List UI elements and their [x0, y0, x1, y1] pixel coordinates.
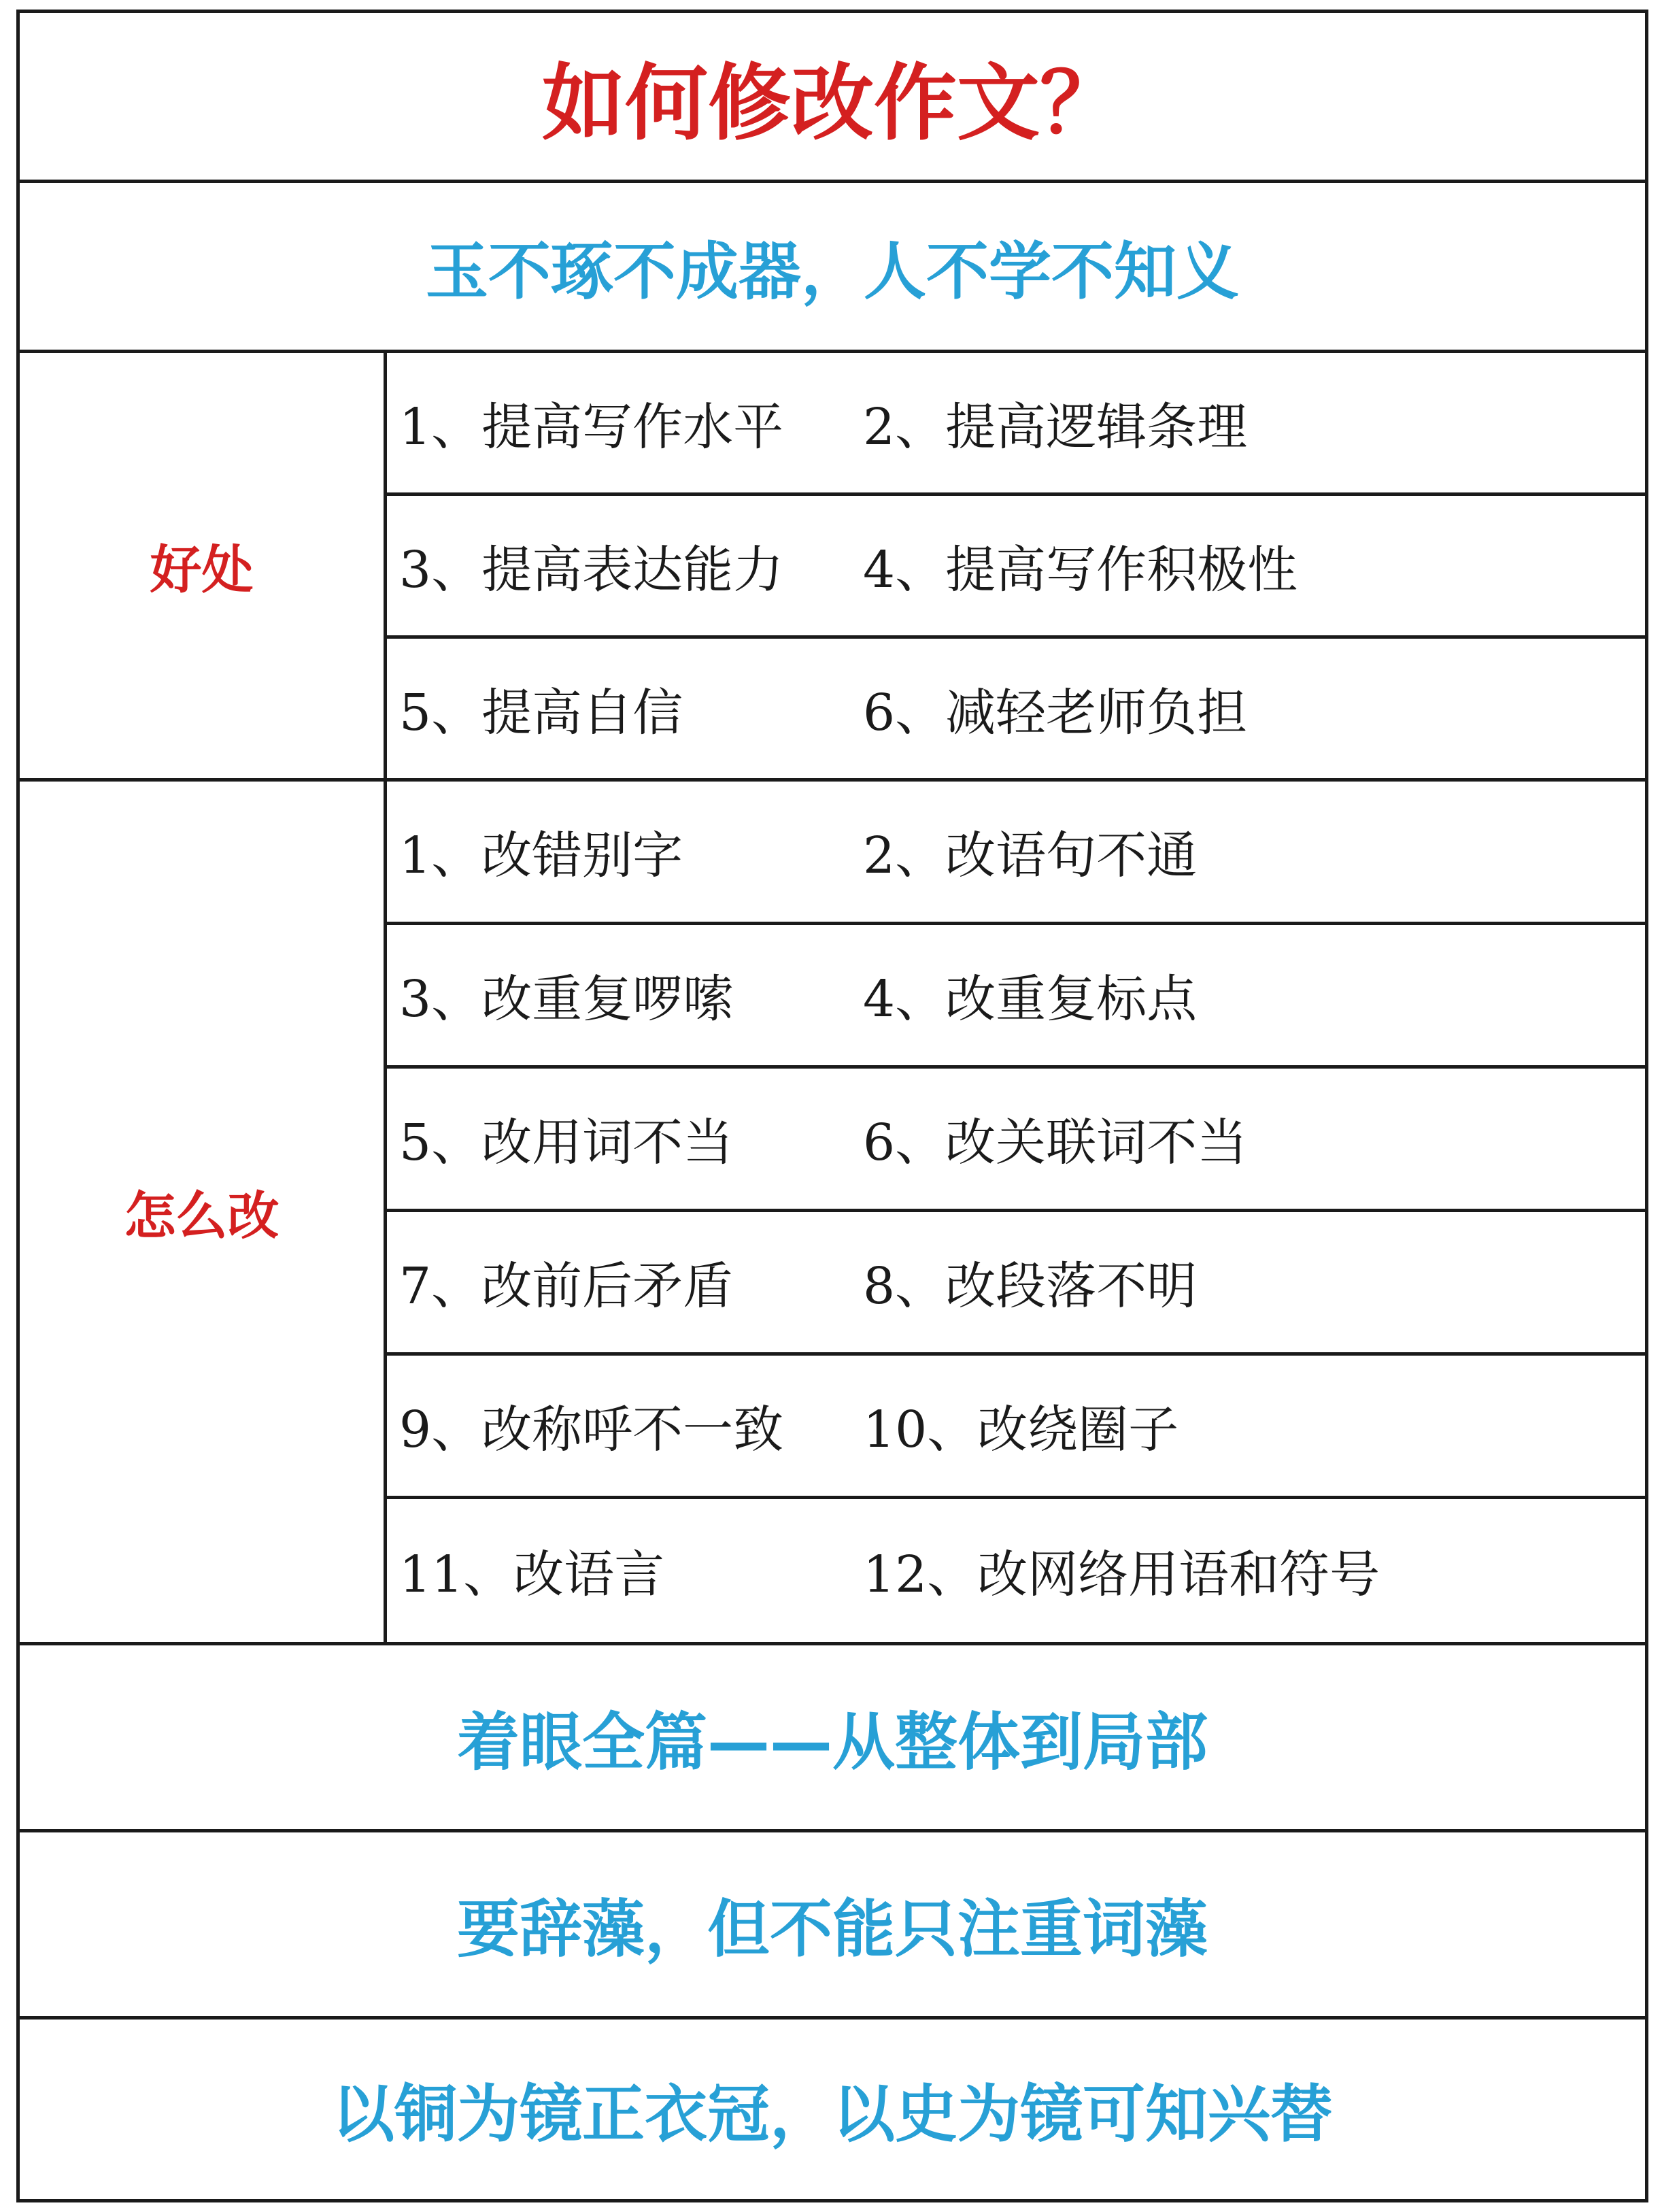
benefits-label: 好处: [20, 353, 387, 778]
method-item: 9、改称呼不一致: [399, 1401, 784, 1459]
benefit-item: 3、提高表达能力: [399, 540, 784, 599]
footer-line-2: 要辞藻，但不能只注重词藻: [20, 1832, 1645, 2020]
benefits-row-3: [387, 639, 1645, 778]
essay-revision-table: [16, 10, 1648, 2202]
methods-rows: [387, 782, 1645, 1642]
motto-banner: 玉不琢不成器，人不学不知义: [20, 183, 1645, 353]
method-item: 1、改错别字: [399, 826, 683, 885]
benefit-item: 1、提高写作水平: [399, 397, 784, 456]
benefits-section: [20, 353, 1645, 782]
method-item: 2、改语句不通: [863, 826, 1198, 885]
methods-row-5: [387, 1356, 1645, 1499]
methods-row-6: [387, 1499, 1645, 1642]
benefits-row-1: [387, 353, 1645, 496]
benefit-item: 6、减轻老师负担: [863, 683, 1248, 742]
benefit-item: 4、提高写作积极性: [863, 540, 1298, 599]
method-item: 4、改重复标点: [863, 970, 1198, 1028]
method-item: 11、改语言: [399, 1545, 665, 1604]
benefits-rows: [387, 353, 1645, 778]
benefit-item: 2、提高逻辑条理: [863, 397, 1248, 456]
methods-row-4: [387, 1212, 1645, 1356]
method-item: 10、改绕圈子: [863, 1401, 1179, 1459]
methods-row-1: [387, 782, 1645, 925]
method-item: 6、改关联词不当: [863, 1113, 1248, 1172]
benefits-row-2: [387, 496, 1645, 639]
method-item: 5、改用词不当: [399, 1113, 734, 1172]
footer-line-3: 以铜为镜正衣冠，以史为镜可知兴替: [331, 2078, 1333, 2151]
method-item: 12、改网络用语和符号: [863, 1545, 1380, 1604]
method-item: 3、改重复啰嗦: [399, 970, 734, 1028]
method-item: 7、改前后矛盾: [399, 1257, 734, 1316]
benefit-item: 5、提高自信: [399, 683, 683, 742]
methods-row-3: [387, 1069, 1645, 1212]
page-title: 如何修改作文？: [20, 13, 1645, 183]
footer-line-1: 着眼全篇——从整体到局部: [20, 1645, 1645, 1832]
methods-row-2: [387, 925, 1645, 1069]
methods-label: 怎么改: [20, 782, 387, 1642]
method-item: 8、改段落不明: [863, 1257, 1198, 1316]
methods-section: [20, 782, 1645, 1645]
